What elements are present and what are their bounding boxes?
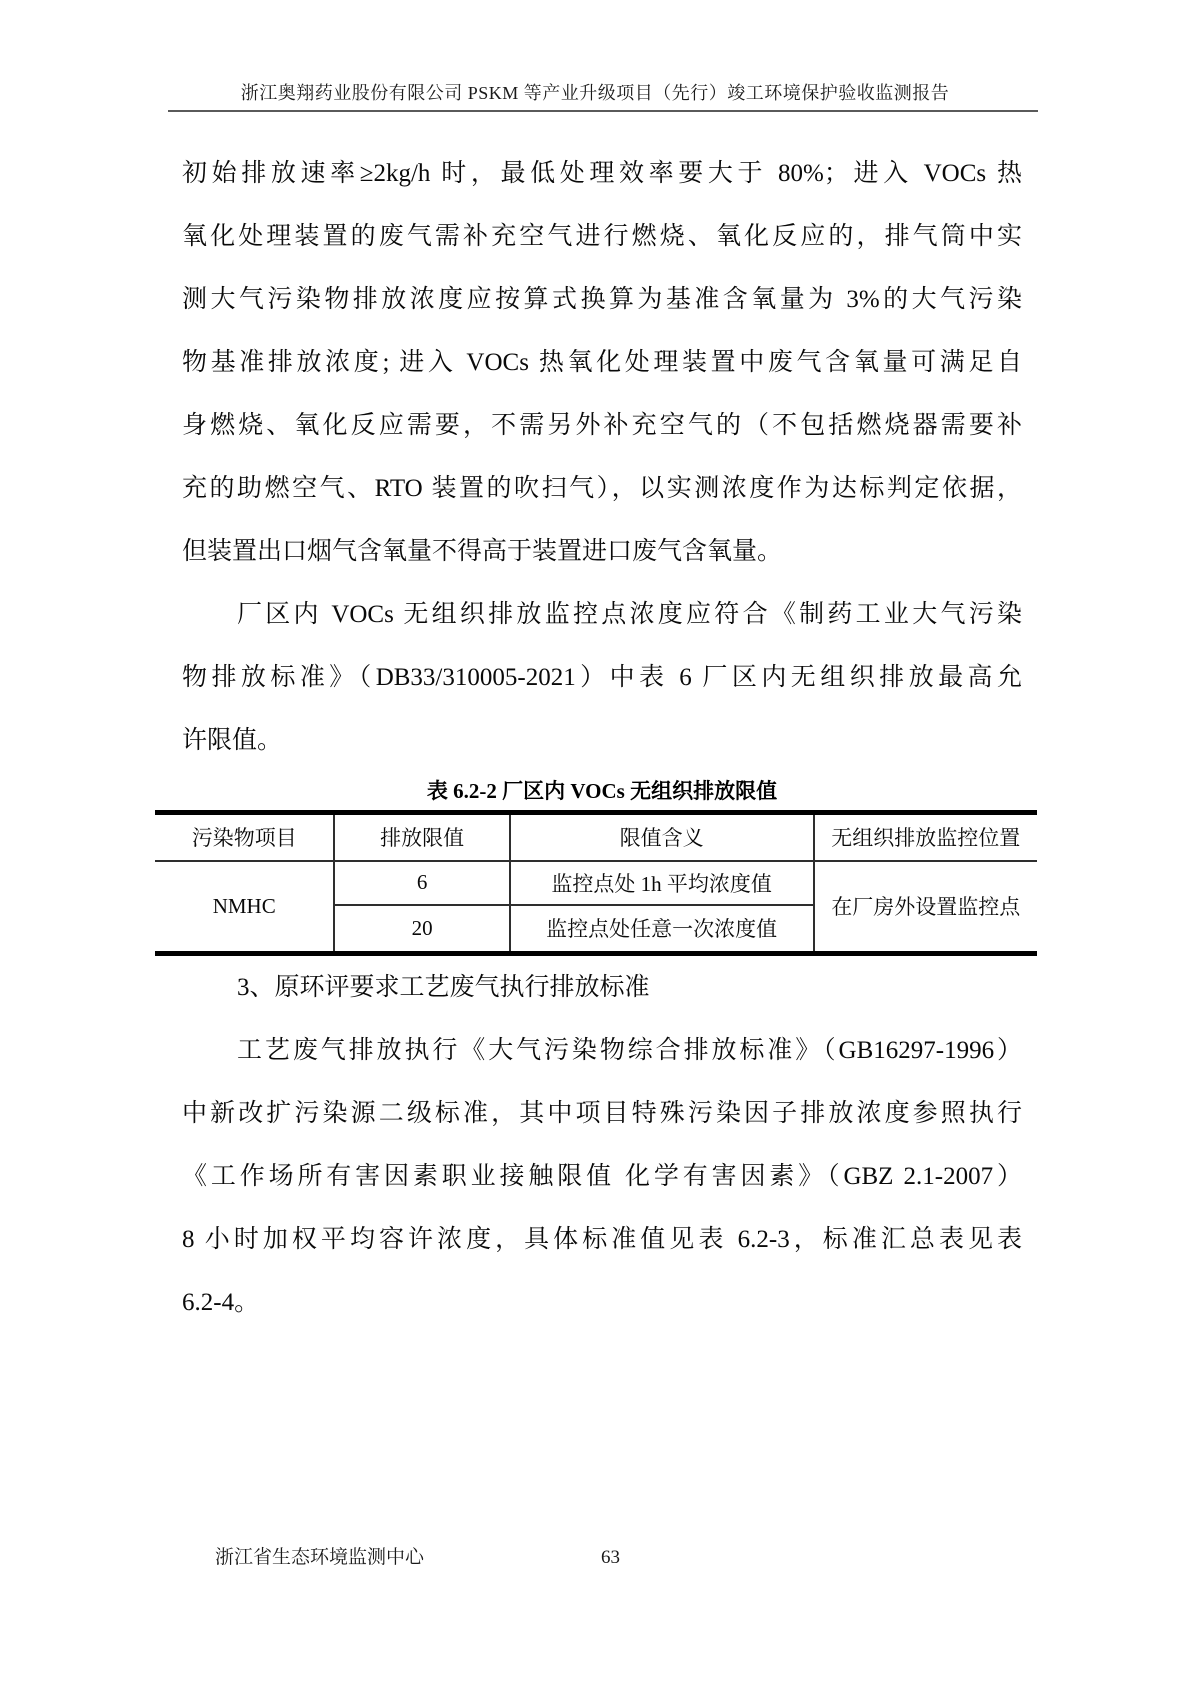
paragraph-line: 许限值。 — [182, 727, 283, 754]
pollutant-cell: NMHC — [155, 861, 334, 954]
meaning-cell: 监控点处任意一次浓度值 — [510, 905, 814, 954]
paragraph-line: 《工作场所有害因素职业接触限值 化学有害因素》（GBZ 2.1-2007） — [182, 1163, 1022, 1190]
paragraph-line: 身燃烧、氧化反应需要，不需另外补充空气的（不包括燃烧器需要补 — [182, 412, 1022, 439]
section-heading: 3、原环评要求工艺废气执行排放标准 — [237, 974, 650, 1001]
column-header-location: 无组织排放监控位置 — [814, 813, 1037, 861]
paragraph-line: 厂区内 VOCs 无组织排放监控点浓度应符合《制药工业大气污染 — [237, 601, 1022, 628]
table-caption: 表 6.2-2 厂区内 VOCs 无组织排放限值 — [426, 779, 778, 803]
document-body — [182, 142, 1022, 1334]
paragraph-line: 但装置出口烟气含氧量不得高于装置进口废气含氧量。 — [182, 538, 783, 565]
paragraph-line: 测大气污染物排放浓度应按算式换算为基准含氧量为 3%的大气污染 — [182, 286, 1022, 313]
paragraph-line: 初始排放速率≥2kg/h 时，最低处理效率要大于 80%；进入 VOCs 热 — [182, 160, 1022, 187]
column-header-meaning: 限值含义 — [510, 813, 814, 861]
table-header-row — [155, 813, 1037, 861]
limit-cell: 6 — [334, 861, 509, 905]
paragraph-line: 工艺废气排放执行《大气污染物综合排放标准》（GB16297-1996） — [237, 1037, 1022, 1064]
paragraph-line: 8 小时加权平均容许浓度，具体标准值见表 6.2-3，标准汇总表见表 — [182, 1226, 1022, 1253]
vocs-limits-table — [155, 810, 1037, 956]
paragraph-line: 中新改扩污染源二级标准，其中项目特殊污染因子排放浓度参照执行 — [182, 1100, 1022, 1127]
limit-cell: 20 — [334, 905, 509, 954]
location-cell: 在厂房外设置监控点 — [831, 895, 1021, 920]
header-divider-rule — [168, 110, 1038, 112]
page-header-title: 浙江奥翔药业股份有限公司 PSKM 等产业升级项目（先行）竣工环境保护验收监测报告 — [240, 83, 950, 103]
table-row — [155, 861, 1037, 905]
column-header-pollutant: 污染物项目 — [155, 813, 334, 861]
paragraph-line: 物排放标准》（DB33/310005-2021）中表 6 厂区内无组织排放最高允 — [182, 664, 1022, 691]
column-header-limit: 排放限值 — [334, 813, 509, 861]
paragraph-line: 充的助燃空气、RTO 装置的吹扫气），以实测浓度作为达标判定依据， — [182, 475, 1022, 502]
paragraph-line: 物基准排放浓度; 进入 VOCs 热氧化处理装置中废气含氧量可满足自 — [182, 349, 1022, 376]
paragraph-line: 氧化处理装置的废气需补充空气进行燃烧、氧化反应的，排气筒中实 — [182, 223, 1022, 250]
paragraph-line: 6.2-4。 — [182, 1289, 260, 1316]
meaning-cell: 监控点处 1h 平均浓度值 — [510, 861, 814, 905]
footer-page-number: 63 — [601, 1547, 620, 1568]
footer-organization: 浙江省生态环境监测中心 — [215, 1547, 425, 1568]
